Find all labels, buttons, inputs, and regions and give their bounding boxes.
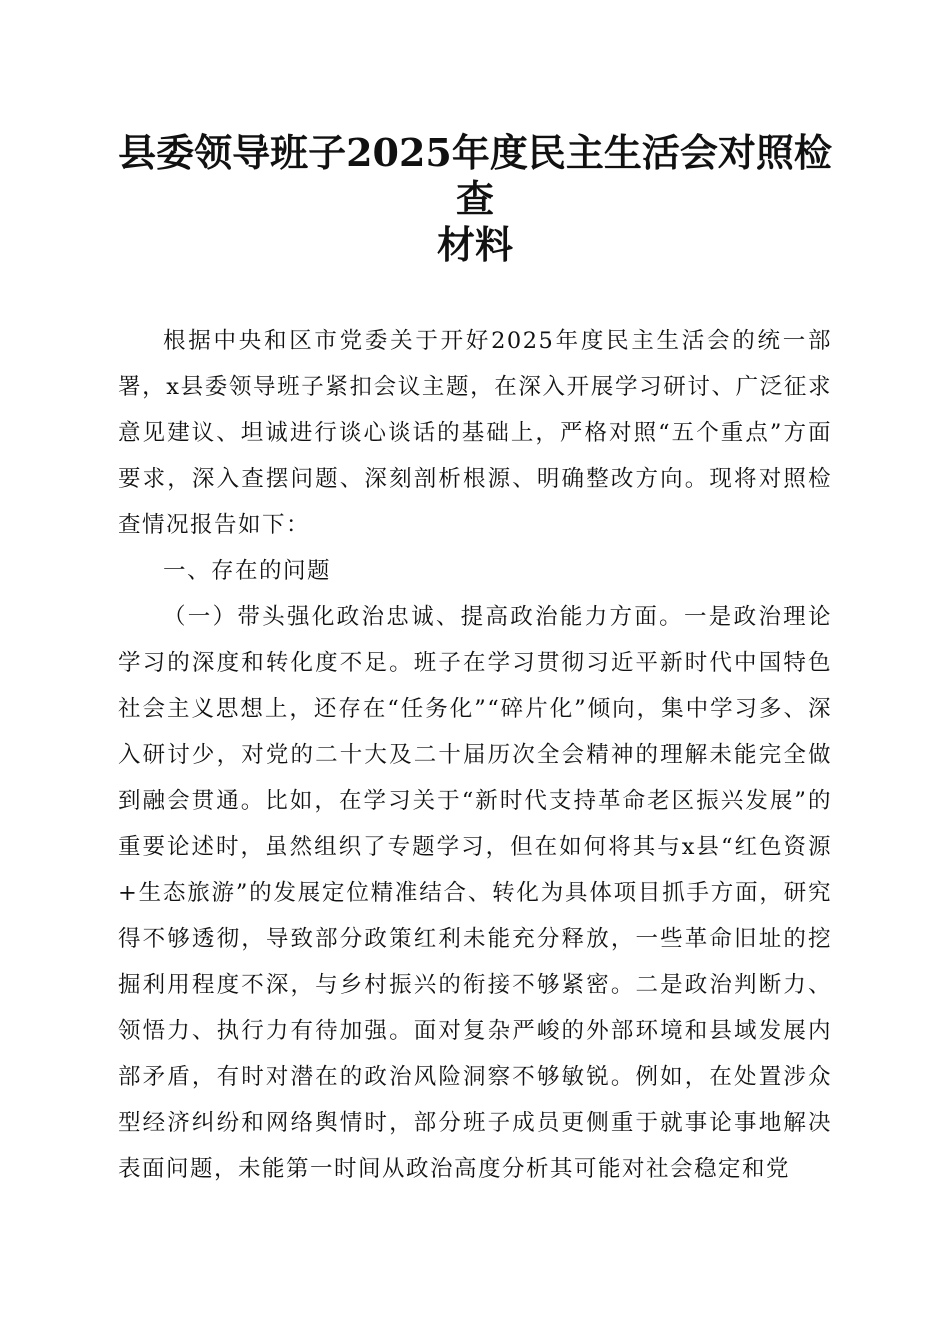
intro-paragraph: 根据中央和区市党委关于开好2025年度民主生活会的统一部署，x县委领导班子紧扣会议主题，在深入开展学习研讨、广泛征求意见建议、坦诚进行谈心谈话的基础上，严格对照“五个重点”方面要求，深入查摆问题、深刻剖析根源、明确整改方向。现将对照检查情况报告如下： — [118, 328, 832, 538]
section-heading: 一、存在的问题 — [163, 558, 332, 584]
body-paragraph: （一）带头强化政治忠诚、提高政治能力方面。一是政治理论学习的深度和转化度不足。班子在学习贯彻习近平新时代中国特色社会主义思想上，还存在“任务化”“碎片化”倾向，集中学习多、深入研讨少，对党的二十大及二十届历次全会精神的理解未能完全做到融会贯通。比如，在学习关于“新时代支持革命老区振兴发展”的重要论述时，虽然组织了专题学习，但在如何将其与x县“红色资源+生态旅游”的发展定位精准结合、转化为具体项目抓手方面，研究得不够透彻，导致部分政策红利未能充分释放，一些革命旧址的挖掘利用程度不深，与乡村振兴的衔接不够紧密。二是政治判断力、领悟力、执行力有待加强。面对复杂严峻的外部环境和县域发展内部矛盾，有时对潜在的政治风险洞察不够敏锐。例如，在处置涉众型经济纠纷和网络舆情时，部分班子成员更侧重于就事论事地解决表面问题，未能第一时间从政治高度分析其可能对社会稳定和党 — [118, 604, 832, 1182]
document-title: 县委领导班子2025年度民主生活会对照检查 材料 — [118, 130, 832, 267]
